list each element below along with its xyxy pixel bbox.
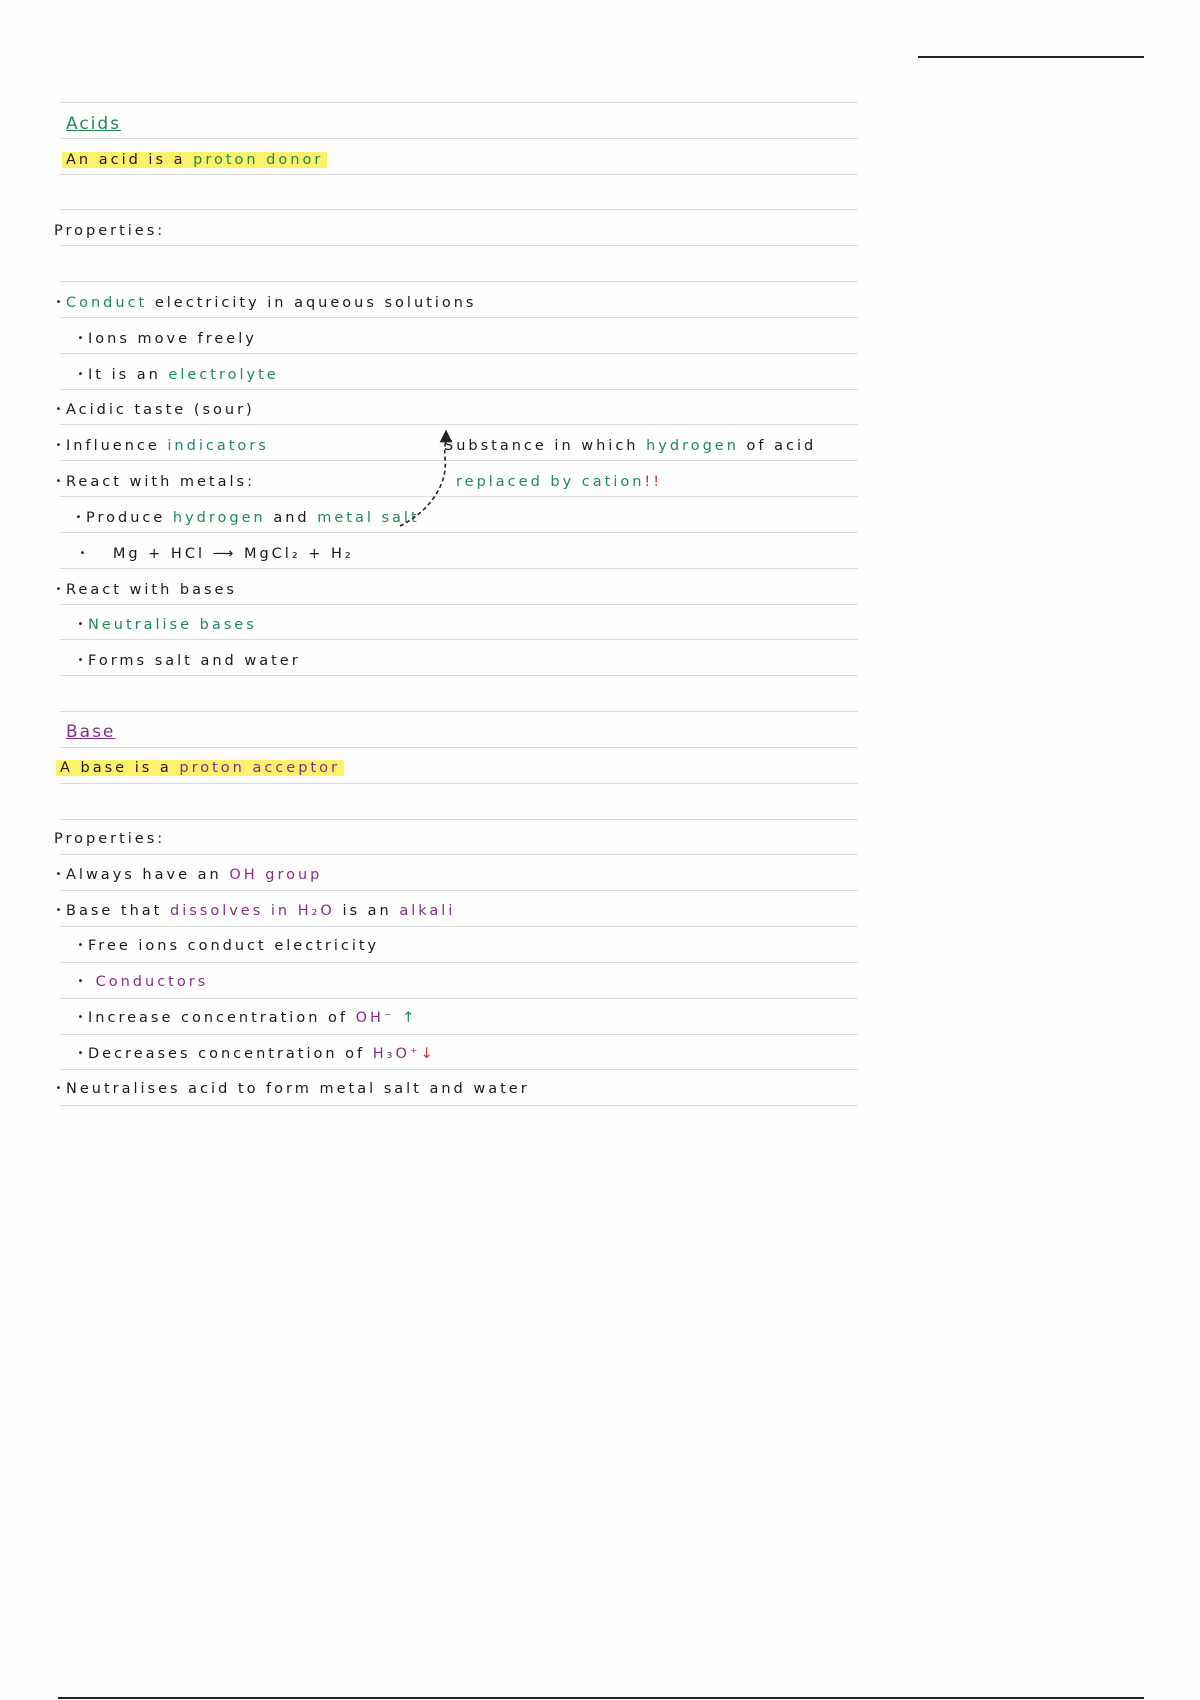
dissolves-text-c: is an: [342, 903, 392, 919]
oh-ion-term: OH⁻: [355, 1010, 395, 1026]
alkali-term: alkali: [399, 903, 456, 919]
react-metals-text: React with metals:: [66, 474, 255, 490]
acids-definition-prefix: An acid is a: [66, 152, 186, 168]
bullet-icon: •: [79, 548, 89, 559]
base-item-neutralises: [54, 1075, 530, 1103]
influence-text: Influence: [66, 438, 160, 454]
bullet-icon: •: [77, 619, 87, 630]
bullet-icon: •: [77, 940, 87, 951]
bullet-icon: •: [55, 297, 65, 308]
bullet-icon: •: [77, 1012, 87, 1023]
react-bases-text: React with bases: [66, 582, 237, 598]
it-is-text: It is an: [88, 367, 161, 383]
hydronium-term: H₃O⁺: [372, 1046, 421, 1062]
bullet-icon: •: [77, 333, 87, 344]
base-heading: [66, 718, 115, 746]
acids-properties-label: Properties:: [54, 223, 166, 239]
side-note-text-c: of acid: [746, 438, 817, 454]
oh-group-term: OH group: [229, 867, 323, 883]
base-definition-term: proton acceptor: [179, 760, 340, 776]
equation-text: Mg + HCl ⟶ MgCl₂ + H₂: [112, 546, 354, 562]
acids-heading-text: Acids: [66, 114, 122, 134]
bullet-icon: •: [77, 1048, 87, 1059]
and-text: and: [273, 510, 310, 526]
dissolves-term: dissolves in H₂O: [169, 903, 335, 919]
bullet-icon: •: [55, 905, 65, 916]
bullet-icon: •: [55, 476, 65, 487]
base-item-oh-group: [54, 861, 322, 889]
curved-arrow-icon: [60, 102, 858, 1112]
bullet-icon: •: [55, 584, 65, 595]
side-note-text-a: Substance in which: [444, 438, 639, 454]
always-text: Always have an: [66, 867, 222, 883]
dissolves-text-a: Base that: [66, 903, 163, 919]
neutralise-bases-term: Neutralise bases: [88, 617, 257, 633]
base-item-alkali: [54, 897, 455, 925]
bullet-icon: •: [55, 1083, 65, 1094]
neutralises-text: Neutralises acid to form metal salt and water: [66, 1081, 530, 1097]
acids-definition-term: proton donor: [193, 152, 324, 168]
increase-text: Increase concentration of: [88, 1010, 348, 1026]
side-note-hydrogen: hydrogen: [646, 438, 739, 454]
base-definition-highlight: [56, 760, 344, 776]
bullet-icon: •: [75, 512, 85, 523]
bullet-icon: •: [55, 869, 65, 880]
conductors-term: Conductors: [95, 974, 209, 990]
ions-move-text: Ions move freely: [88, 331, 257, 347]
free-ions-text: Free ions conduct electricity: [88, 938, 380, 954]
conduct-rest: electricity in aqueous solutions: [154, 295, 477, 311]
indicators-term: indicators: [167, 438, 269, 454]
base-item-decrease: [76, 1040, 436, 1068]
side-note-mark: !!: [644, 474, 663, 490]
produce-text: Produce: [86, 510, 166, 526]
bullet-icon: •: [55, 404, 65, 415]
arrow-down-icon: ↓: [420, 1046, 436, 1062]
side-note-replaced: replaced by cation: [456, 474, 645, 490]
bullet-icon: •: [55, 440, 65, 451]
base-item-increase: [76, 1004, 417, 1032]
footer-rule: [58, 1697, 1144, 1699]
base-definition: [56, 754, 344, 782]
bullet-icon: •: [77, 976, 87, 987]
base-definition-prefix: A base is a: [60, 760, 172, 776]
bullet-icon: •: [77, 369, 87, 380]
forms-salt-text: Forms salt and water: [88, 653, 301, 669]
electrolyte-term: electrolyte: [168, 367, 279, 383]
metal-salt-term: metal salt: [317, 510, 420, 526]
base-heading-text: Base: [66, 722, 116, 742]
header-rule: [918, 56, 1144, 58]
bullet-icon: •: [77, 655, 87, 666]
decrease-text: Decreases concentration of: [88, 1046, 366, 1062]
base-properties-label: Properties:: [54, 831, 166, 847]
base-item-free-ions: [76, 932, 379, 960]
arrow-up-icon: ↑: [402, 1010, 418, 1026]
conduct-term: Conduct: [66, 295, 148, 311]
base-item-conductors: [76, 968, 208, 996]
acidic-taste-text: Acidic taste (sour): [66, 402, 255, 418]
hydrogen-term: hydrogen: [172, 510, 266, 526]
